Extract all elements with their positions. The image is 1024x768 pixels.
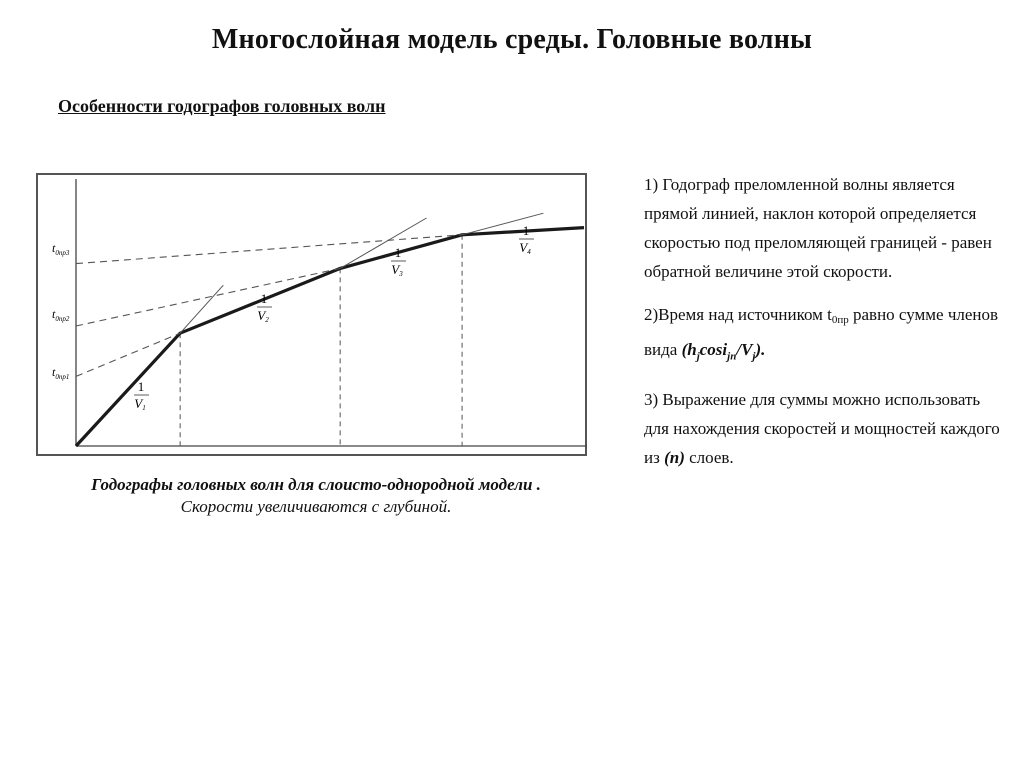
slide-title: Многослойная модель среды. Головные волны (211, 24, 813, 55)
svg-text:1: 1 (394, 245, 402, 260)
series-line-5 (76, 333, 180, 376)
explanation-text (644, 170, 1004, 486)
svg-text:1: 1 (137, 379, 145, 394)
svg-text:1: 1 (260, 291, 268, 306)
svg-text:V4: V4 (519, 240, 531, 256)
formula: $(h_j\cos i_{jn}/V_j)$. (681, 340, 766, 363)
slide-subtitle: Особенности годографов головных волн (58, 96, 386, 116)
series-line-1 (76, 228, 584, 446)
t0-label-3: $t_{0пр3}$ (52, 241, 70, 257)
paragraph-1: 1) Годограф преломленной волны является прямой линией, наклон которой определяется скоростью под преломляющей границей - равен обратной величине этой скорости. (644, 175, 992, 281)
svg-text:V1: V1 (134, 396, 146, 412)
slope-label-v1 (134, 379, 149, 412)
paragraph-3: 3) Выражение для суммы можно использовать для нахождения скоростей и мощностей каждого из (n) слоев. (644, 390, 1000, 468)
slope-label-v4 (519, 223, 534, 256)
hodograph-chart (38, 175, 589, 458)
t0-label-1: $t_{0пр1}$ (52, 365, 70, 381)
caption-line-2: Скорости увеличиваются с глубиной. (180, 497, 452, 516)
figure-caption (36, 474, 596, 518)
paragraph-2: 2)Время над источником t0пр равно сумме членов вида $(h_j\cos i_{jn}/V_j)$. (644, 305, 999, 363)
hodograph-figure (36, 173, 587, 456)
svg-text:1: 1 (522, 223, 530, 238)
series-line-6 (76, 268, 340, 326)
svg-text:V2: V2 (257, 308, 269, 324)
caption-line-1: Годографы головных волн для слоисто-однородной модели . (91, 475, 541, 494)
t0-label-2: $t_{0пр2}$ (52, 307, 70, 323)
svg-text:V3: V3 (391, 262, 403, 278)
